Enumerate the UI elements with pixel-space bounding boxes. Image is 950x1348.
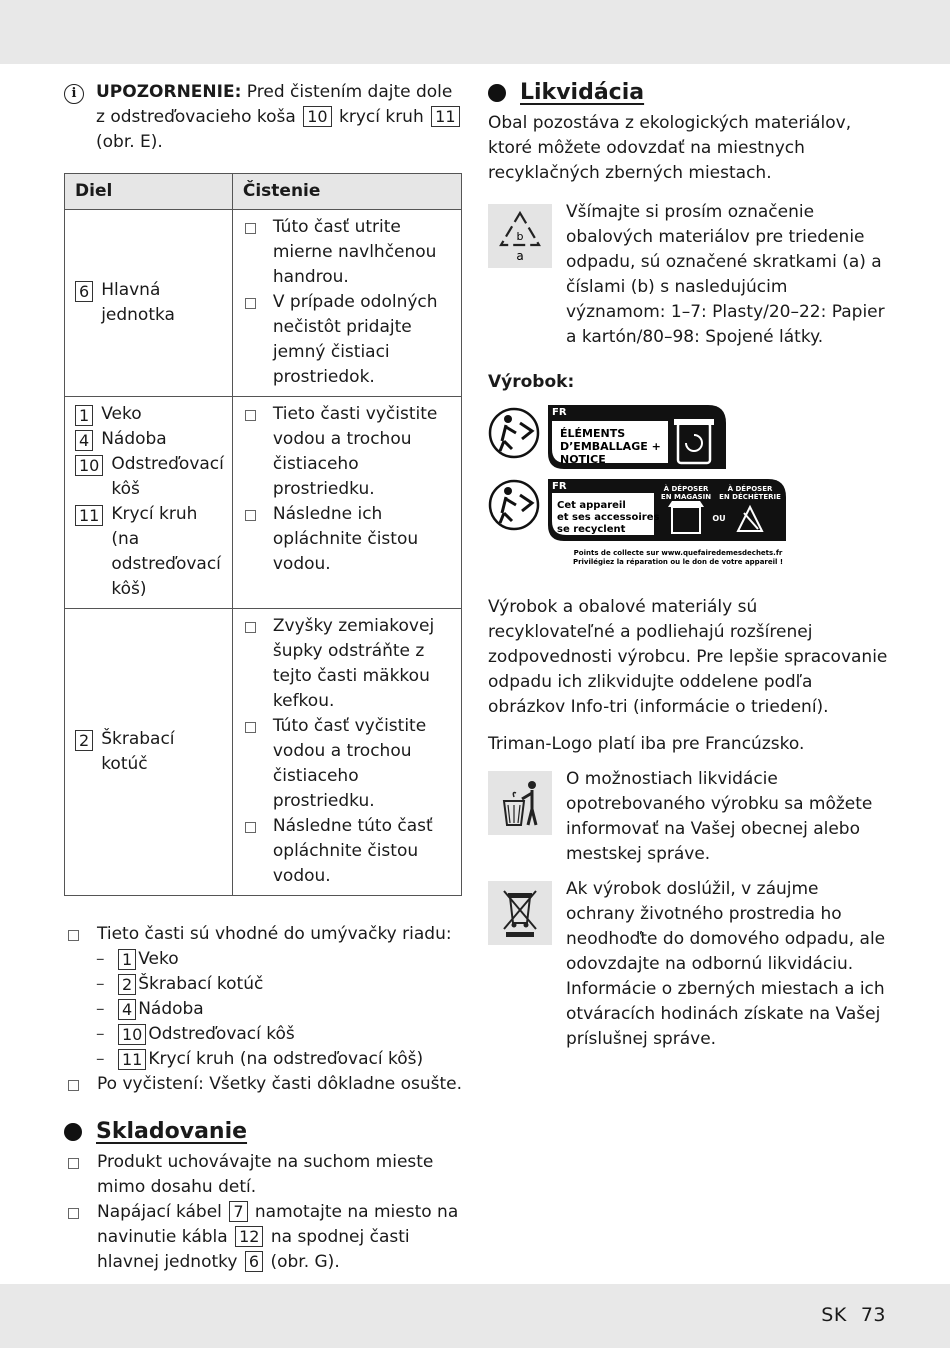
cleaning-text: Zvyšky zemiakovej šupky odstráňte z tejto časti mäkkou kefkou. [272, 616, 435, 711]
bin-text: O možnostiach likvidácie opotrebovaného výrobku sa môžete informovať na Vašej obecnej alebo mestskej správe. [566, 769, 873, 864]
part-label: Krycí kruh (na odstreďovací kôš) [148, 1049, 424, 1069]
part-ref-11: 11 [431, 106, 459, 127]
notice-text-c: (obr. E). [96, 132, 163, 152]
page-footer [807, 1303, 886, 1328]
list-item: – 10 Odstreďovací kôš [96, 1022, 464, 1047]
part-label: Škrabací kotúč [138, 974, 264, 994]
triman-person-icon [490, 409, 538, 457]
left-column [64, 80, 464, 1275]
cleaning-step [241, 290, 453, 390]
cleaning-notice [64, 80, 464, 155]
disposal-heading [488, 80, 888, 105]
column-header-cleaning: Čistenie [232, 174, 461, 210]
column-header-part: Diel [65, 174, 233, 210]
dechetterie-label: EN DÉCHÈTERIE [719, 493, 781, 501]
fr-label: FR [552, 481, 567, 492]
checkbox-square [68, 1208, 79, 1219]
part-line [73, 502, 224, 602]
text-segment: Napájací kábel [97, 1202, 222, 1222]
list-item [64, 1150, 464, 1200]
part-number: 2 [75, 730, 93, 751]
part-number: 6 [245, 1251, 263, 1272]
checkbox-square [68, 930, 79, 941]
recycle-text: Všímajte si prosím označenie obalových materiálov pre triedenie odpadu, sú označené skratkami (a) a číslami (b) s nasledujúcim významom: 1–7: Plasty/20–22: Papier a kartón/80–98: Spojené látky. [566, 202, 885, 347]
collection-points-text: Points de collecte sur www.quefairedemesdechets.fr [573, 549, 783, 557]
badge-line: D’EMBALLAGE + [560, 440, 661, 453]
cleaning-cell [232, 210, 461, 397]
cleaning-step [241, 714, 453, 814]
cleaning-step [241, 502, 453, 577]
disposal-intro: Obal pozostáva z ekologických materiálov, ktoré môžete odovzdať na miestnych recyklačných zberných miestach. [488, 113, 852, 183]
part-number: 10 [118, 1024, 146, 1045]
dechetterie-label: À DÉPOSER [727, 485, 773, 493]
cleaning-text: Túto časť utrite mierne navlhčenou handrou. [272, 217, 437, 287]
table-row [65, 210, 462, 397]
checkbox-square [245, 722, 256, 733]
recycle-b: b [516, 230, 524, 243]
cleaning-step [241, 814, 453, 889]
badge-line: et ses accessoires [557, 512, 660, 523]
bullet-dot [488, 84, 506, 102]
part-line [73, 278, 224, 328]
cleaning-text: V prípade odolných nečistôt pridajte jemný čistiaci prostriedok. [272, 292, 438, 387]
parts-cell [65, 397, 233, 609]
dishwasher-intro: Tieto časti sú vhodné do umývačky riadu: [97, 924, 452, 944]
table-row [65, 609, 462, 896]
checkbox-square [245, 410, 256, 421]
triman-info-tri-graphic [488, 403, 798, 573]
triman-person-icon [490, 481, 538, 529]
storage-list [64, 1150, 464, 1275]
part-number: 1 [118, 949, 136, 970]
part-label: Veko [138, 949, 179, 969]
table-header-row [65, 174, 462, 210]
part-ref-10: 10 [303, 106, 331, 127]
checkbox-square [245, 223, 256, 234]
list-item: – 1 Veko [96, 947, 464, 972]
parts-cell [65, 210, 233, 397]
cleaning-text: Túto časť vyčistite vodou a trochou čistiaceho prostriedku. [272, 716, 427, 811]
part-label: Veko [101, 404, 142, 424]
recycle-info [488, 200, 888, 350]
crossed-bin-icon [488, 881, 552, 945]
part-label: Škrabací kotúč [101, 729, 175, 774]
info-icon: i [64, 84, 84, 104]
bin-info [488, 767, 888, 867]
part-number: 11 [75, 505, 103, 526]
part-line [73, 402, 224, 427]
repair-text: Privilégiez la réparation ou le don de votre appareil ! [572, 558, 784, 566]
notice-label: UPOZORNENIE: [96, 82, 242, 102]
dry-after-cleaning: Po vyčistení: Všetky časti dôkladne osušte. [97, 1074, 463, 1094]
badge-line: se recyclent [557, 524, 626, 535]
cleaning-text: Následne ich opláchnite čistou vodou. [272, 504, 419, 574]
part-number: 2 [118, 974, 136, 995]
list-item [64, 922, 464, 947]
section-title: Likvidácia [520, 80, 645, 105]
part-number: 4 [75, 430, 93, 451]
checkbox-square [68, 1080, 79, 1091]
cleaning-step [241, 402, 453, 502]
part-number: 7 [229, 1201, 247, 1222]
or-label: OU [712, 514, 726, 523]
part-number: 12 [235, 1226, 263, 1247]
part-label: Nádoba [101, 429, 167, 449]
right-column [488, 80, 888, 1052]
part-number: 4 [118, 999, 136, 1020]
bullet-dot [64, 1123, 82, 1141]
section-title: Skladovanie [96, 1119, 248, 1144]
cleaning-cell [232, 609, 461, 896]
checkbox-square [245, 510, 256, 521]
storage-item-text: Produkt uchovávajte na suchom mieste mimo dosahu detí. [97, 1152, 434, 1197]
cleaning-text: Tieto časti vyčistite vodou a trochou čistiaceho prostriedku. [272, 404, 438, 499]
page-number: 73 [860, 1304, 886, 1326]
storage-heading [64, 1119, 464, 1144]
list-item: – 2 Škrabací kotúč [96, 972, 464, 997]
shop-label: À DÉPOSER [663, 485, 709, 493]
text-segment: (obr. G). [270, 1252, 340, 1272]
part-label: Odstreďovací kôš [148, 1024, 295, 1044]
checkbox-square [245, 822, 256, 833]
weee-info [488, 877, 888, 1052]
parts-cell [65, 609, 233, 896]
text-segment: namotajte na miesto na navinutie kábla [97, 1202, 459, 1247]
notice-text-a: Pred čistením dajte dole z odstreďovacieho koša [96, 82, 453, 127]
part-label: Nádoba [138, 999, 204, 1019]
weee-text: Ak výrobok doslúžil, v záujme ochrany životného prostredia ho neodhoďte do domového odpadu, ale odovzdajte na odbornú likvidáciu. Informácie o zberných miestach a ich otváracích hodinách získate na Vašej príslušnej správe. [566, 879, 886, 1049]
text-segment: na spodnej časti hlavnej jednotky [97, 1227, 410, 1272]
badge-line: Cet appareil [557, 500, 626, 511]
list-item: – 11 Krycí kruh (na odstreďovací kôš) [96, 1047, 464, 1072]
dishwasher-list [64, 922, 464, 1097]
recycle-a: a [516, 249, 524, 263]
cleaning-step [241, 215, 453, 290]
part-number: 11 [118, 1049, 146, 1070]
fr-label: FR [552, 407, 567, 418]
part-line [73, 427, 224, 452]
checkbox-square [245, 622, 256, 633]
part-number: 10 [75, 455, 103, 476]
part-label: Krycí kruh (na odstreďovací kôš) [111, 504, 221, 599]
language-code: SK [821, 1304, 847, 1326]
list-item: – 4 Nádoba [96, 997, 464, 1022]
cleaning-cell [232, 397, 461, 609]
product-heading: Výrobok: [488, 372, 575, 392]
triman-appliance-badge [548, 479, 786, 541]
part-label: Hlavná jednotka [101, 280, 175, 325]
trash-disposal-icon [488, 771, 552, 835]
part-line [73, 452, 224, 502]
list-item [64, 1200, 464, 1275]
notice-text-b: krycí kruh [338, 107, 424, 127]
triman-packaging-badge [548, 405, 726, 469]
recycle-icon [488, 204, 552, 268]
cleaning-step [241, 614, 453, 714]
storage-item-text [97, 1200, 464, 1275]
part-line [73, 727, 224, 777]
checkbox-square [245, 298, 256, 309]
header-band [0, 0, 950, 64]
dishwasher-parts [64, 947, 464, 1072]
list-item [64, 1072, 464, 1097]
part-number: 1 [75, 405, 93, 426]
triman-logos [488, 403, 888, 581]
part-label: Odstreďovací kôš [111, 454, 224, 499]
recyclable-paragraph: Výrobok a obalové materiály sú recyklovateľné a podliehajú rozšírenej zodpovednosti výrobcu. Pre lepšie spracovanie odpadu ich zlikvidujte oddelene podľa obrázkov Info-tri (informácie o triedení). [488, 597, 888, 717]
badge-line: ÉLÉMENTS [560, 427, 626, 440]
cleaning-table [64, 173, 462, 896]
table-row [65, 397, 462, 609]
badge-line: NOTICE [560, 453, 606, 466]
part-number: 6 [75, 281, 93, 302]
triman-note: Triman-Logo platí iba pre Francúzsko. [488, 734, 805, 754]
shop-label: EN MAGASIN [660, 493, 712, 501]
checkbox-square [68, 1158, 79, 1169]
cleaning-text: Následne túto časť opláchnite čistou vodou. [272, 816, 433, 886]
